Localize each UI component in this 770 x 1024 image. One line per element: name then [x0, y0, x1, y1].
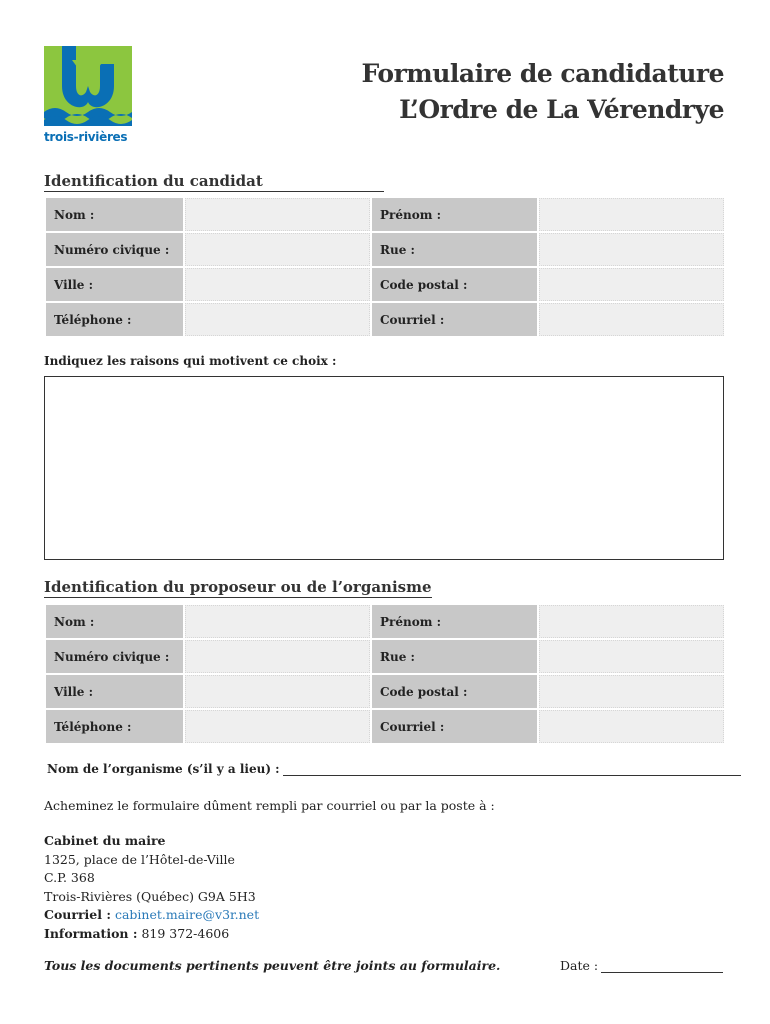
candidate-section-heading: Identification du candidat: [44, 172, 384, 192]
logo-text: trois-rivières: [44, 130, 128, 144]
instructions-text: Acheminez le formulaire dûment rempli par courriel ou par la poste à :: [44, 798, 495, 813]
table-row: [46, 233, 724, 266]
candidate-telephone-field[interactable]: [185, 303, 370, 336]
address-line-1: 1325, place de l’Hôtel-de-Ville: [44, 851, 235, 867]
email-link[interactable]: cabinet.maire@v3r.net: [114, 907, 260, 923]
table-row: [46, 710, 724, 743]
candidate-prenom-label: Prénom :: [372, 198, 537, 231]
organisme-line: [47, 762, 741, 776]
candidate-rue-label: Rue :: [372, 233, 537, 266]
table-row: [46, 198, 724, 231]
proposer-section-heading: Identification du proposeur ou de l’organisme: [44, 578, 432, 596]
page-title: [362, 56, 724, 128]
date-field[interactable]: [601, 972, 723, 973]
logo-mark: [44, 46, 132, 126]
address-name: Cabinet du maire: [44, 833, 166, 848]
table-row: [46, 605, 724, 638]
candidate-numero-field[interactable]: [185, 233, 370, 266]
reasons-textarea[interactable]: [44, 376, 724, 560]
mailing-address: [44, 832, 259, 944]
proposer-courriel-label: Courriel :: [372, 710, 537, 743]
proposer-ville-label: Ville :: [46, 675, 183, 708]
proposer-nom-field[interactable]: [185, 605, 370, 638]
candidate-nom-field[interactable]: [185, 198, 370, 231]
proposer-rue-field[interactable]: [539, 640, 724, 673]
candidate-numero-label: Numéro civique :: [46, 233, 183, 266]
candidate-courriel-field[interactable]: [539, 303, 724, 336]
proposer-prenom-field[interactable]: [539, 605, 724, 638]
proposer-numero-field[interactable]: [185, 640, 370, 673]
candidate-form-table: [44, 196, 726, 338]
date-label: Date :: [560, 958, 599, 973]
footnote: Tous les documents pertinents peuvent être joints au formulaire.: [44, 958, 501, 973]
city-logo: [44, 46, 134, 152]
proposer-telephone-label: Téléphone :: [46, 710, 183, 743]
table-row: [46, 640, 724, 673]
reasons-prompt: Indiquez les raisons qui motivent ce choix :: [44, 354, 337, 368]
logo-wave-icon: [44, 46, 132, 126]
candidate-prenom-field[interactable]: [539, 198, 724, 231]
candidate-code-postal-label: Code postal :: [372, 268, 537, 301]
proposer-rue-label: Rue :: [372, 640, 537, 673]
candidate-telephone-label: Téléphone :: [46, 303, 183, 336]
proposer-courriel-field[interactable]: [539, 710, 724, 743]
date-line: [560, 958, 723, 973]
candidate-nom-label: Nom :: [46, 198, 183, 231]
email-label: Courriel :: [44, 907, 111, 923]
table-row: [46, 303, 724, 336]
proposer-nom-label: Nom :: [46, 605, 183, 638]
candidate-rue-field[interactable]: [539, 233, 724, 266]
proposer-form-table: [44, 603, 726, 745]
proposer-code-postal-label: Code postal :: [372, 675, 537, 708]
candidate-ville-field[interactable]: [185, 268, 370, 301]
proposer-ville-field[interactable]: [185, 675, 370, 708]
info-phone: 819 372-4606: [141, 925, 230, 941]
address-line-3: Trois-Rivières (Québec) G9A 5H3: [44, 888, 256, 904]
title-line-2: L’Ordre de La Vérendrye: [399, 95, 724, 124]
title-line-1: Formulaire de candidature: [361, 59, 724, 88]
info-label: Information :: [44, 925, 138, 941]
candidate-ville-label: Ville :: [46, 268, 183, 301]
address-line-2: C.P. 368: [44, 870, 95, 886]
candidate-code-postal-field[interactable]: [539, 268, 724, 301]
organisme-label: Nom de l’organisme (s’il y a lieu) :: [47, 762, 280, 776]
proposer-numero-label: Numéro civique :: [46, 640, 183, 673]
proposer-telephone-field[interactable]: [185, 710, 370, 743]
organisme-field[interactable]: [283, 775, 741, 776]
proposer-code-postal-field[interactable]: [539, 675, 724, 708]
table-row: [46, 675, 724, 708]
candidate-courriel-label: Courriel :: [372, 303, 537, 336]
table-row: [46, 268, 724, 301]
proposer-prenom-label: Prénom :: [372, 605, 537, 638]
